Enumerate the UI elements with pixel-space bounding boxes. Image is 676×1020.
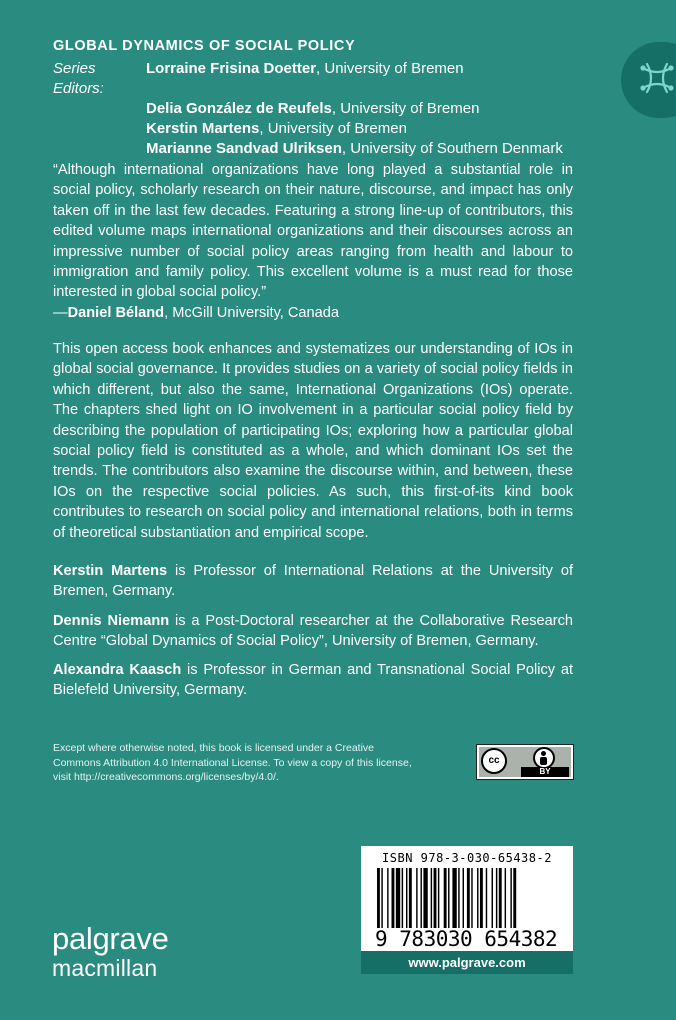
barcode-digits: 9 783030 654382 xyxy=(375,927,558,951)
by-label: BY xyxy=(521,767,569,777)
barcode-icon xyxy=(377,868,557,928)
editor-affiliation: , University of Bremen xyxy=(316,60,464,77)
person-icon xyxy=(533,747,555,769)
editor-affiliation: , University of Southern Denmark xyxy=(341,140,563,157)
editor-name: Marianne Sandvad Ulriksen xyxy=(146,140,342,157)
quote-text: “Although international organizations have long played a substantial role in social policy, scholarly research on their nature, discourse, and impact has only taken off in the last few decades. Featuring a strong line-up of contributors, this edited volume maps international organizations and their discourses across an impressive number of social policy areas ranging from health and labour to immigration and family policy. This excellent volume is a must read for those interested in global social policy.” xyxy=(53,162,573,301)
editor-name: Kerstin Martens xyxy=(146,120,260,137)
author-name: Dennis Niemann xyxy=(53,613,170,629)
palgrave-spark-icon xyxy=(635,56,676,100)
publisher-logo-line1: palgrave xyxy=(52,921,169,956)
quote-dash: — xyxy=(53,304,68,321)
editor-affiliation: , University of Bremen xyxy=(331,100,480,117)
editor-name: Lorraine Frisina Doetter xyxy=(146,60,317,77)
cc-icon: cc xyxy=(481,748,507,774)
isbn-label: ISBN 978-3-030-65438-2 xyxy=(382,851,552,865)
series-title: GLOBAL DYNAMICS OF SOCIAL POLICY xyxy=(53,38,356,54)
editor-row xyxy=(53,139,613,159)
book-description: This open access book enhances and systematizes our understanding of IOs in global social governance. It provides studies on a variety of social policy fields in which different, but also the same, International Organizations (IOs) operate. The chapters shed light on IO involvement in a particular social policy field by describing the population of participating IOs; exploring how a particular global social policy field is constituted as a whole, and which dominant IOs set the trends. The contributors also examine the discourse within, and between, these IOs on the respective social policies. As such, this first-of-its kind book contributes to research on social policy and international relations, both in terms of theoretical substantiation and empirical scope. xyxy=(53,341,573,541)
series-editors xyxy=(53,59,613,159)
author-name: Alexandra Kaasch xyxy=(53,662,182,678)
author-bio-text: is a Post-Doctoral researcher at the Collaborative Research Centre “Global Dynamics of Social Policy”, University of Bremen, Germany. xyxy=(53,613,573,650)
editor-row xyxy=(53,59,613,99)
editor-name: Delia González de Reufels xyxy=(146,100,332,117)
editor-row xyxy=(53,119,613,139)
editor-affiliation: , University of Bremen xyxy=(259,120,407,137)
author-name: Kerstin Martens xyxy=(53,563,168,579)
author-bio xyxy=(53,561,573,602)
author-bio-text: is Professor in German and Transnational Social Policy at Bielefeld University, Germany. xyxy=(53,662,573,699)
barcode-panel xyxy=(361,846,573,974)
author-bio-text: is Professor of International Relations at the University of Bremen, Germany. xyxy=(53,563,574,600)
editor-row xyxy=(53,99,613,119)
publisher-logo-line2: macmillan xyxy=(52,955,158,981)
cc-by-license-badge xyxy=(476,744,574,780)
quote-author: Daniel Béland xyxy=(67,304,165,321)
quote-affiliation: , McGill University, Canada xyxy=(164,304,340,321)
publisher-url: www.palgrave.com xyxy=(361,951,573,974)
palgrave-logo-badge xyxy=(621,42,676,118)
license-notice: Except where otherwise noted, this book is licensed under a Creative Commons Attribution 4.0 International License. To view a copy of this license, visit http://creativecommons.org/licenses/by/4.0/. xyxy=(53,742,412,784)
author-bio xyxy=(53,660,573,701)
editors-label: Series Editors: xyxy=(53,60,104,97)
author-bio xyxy=(53,611,573,652)
endorsement-quote xyxy=(53,160,573,323)
